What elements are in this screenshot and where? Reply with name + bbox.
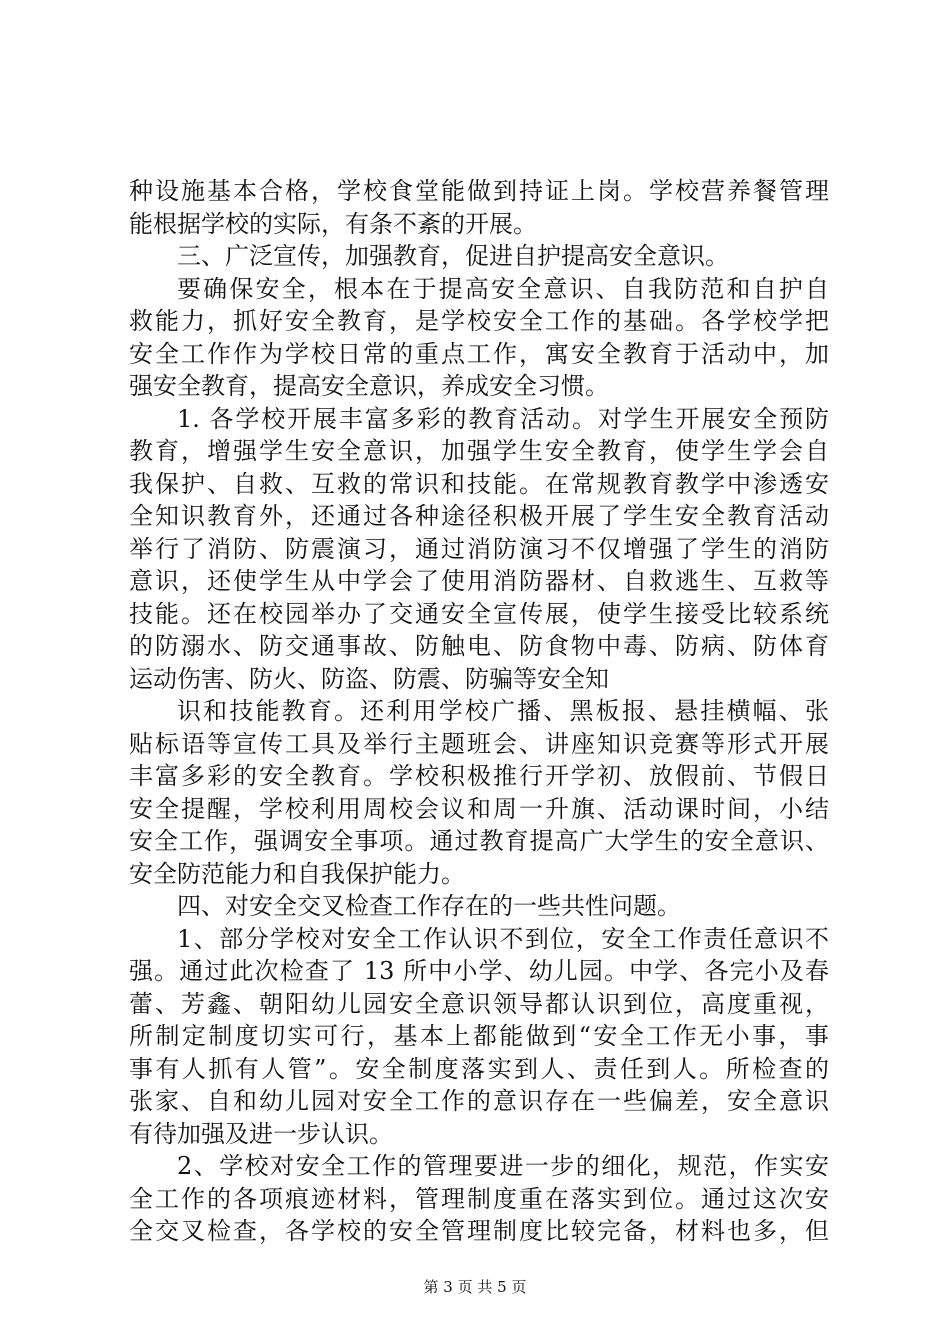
text-line: 丰富多彩的安全教育。学校积极推行开学初、放假前、节假日	[129, 762, 829, 790]
text-line: 张家、自和幼儿园对安全工作的意识存在一些偏差，安全意识	[129, 1087, 829, 1115]
document-body	[129, 175, 829, 1248]
text-line: 运动伤害、防火、防盗、防震、防骗等安全知	[129, 664, 609, 693]
text-line: 我保护、自救、互救的常识和技能。在常规教育教学中渗透安	[129, 469, 829, 498]
text-line: 三、广泛宣传，加强教育，促进自护提高安全意识。	[177, 242, 729, 270]
text-line: 安全工作，强调安全事项。通过教育提高广大学生的安全意识、	[129, 827, 829, 855]
text-line: 全知识教育外，还通过各种途径积极开展了学生安全教育活动	[129, 502, 829, 530]
text-line: 全交叉检查，各学校的安全管理制度比较完备，材料也多，但	[129, 1217, 829, 1245]
text-line: 能根据学校的实际，有条不紊的开展。	[129, 209, 537, 238]
text-line: 强安全教育，提高安全意识，养成安全习惯。	[129, 372, 609, 400]
text-line: 的防溺水、防交通事故、防触电、防食物中毒、防病、防体育	[129, 632, 829, 660]
text-line: 种设施基本合格，学校食堂能做到持证上岗。学校营养餐管理	[129, 177, 829, 205]
text-line: 教育，增强学生安全意识，加强学生安全教育，使学生学会自	[129, 437, 829, 465]
text-line: 蕾、芳鑫、朝阳幼儿园安全意识领导都认识到位，高度重视，	[129, 989, 829, 1018]
page-footer: 第 3 页 共 5 页	[423, 1278, 527, 1296]
text-line: 四、对安全交叉检查工作存在的一些共性问题。	[177, 892, 681, 920]
text-line: 安全防范能力和自我保护能力。	[129, 859, 465, 888]
text-line: 意识，还使学生从中学会了使用消防器材、自救逃生、互救等	[129, 567, 829, 595]
text-line: 识和技能教育。还利用学校广播、黑板报、悬挂横幅、张	[177, 697, 829, 725]
text-line: 事有人抓有人管”。安全制度落实到人、责任到人。所检查的	[129, 1054, 829, 1083]
text-line: 有待加强及进一步认识。	[129, 1119, 393, 1148]
text-line: 救能力，抓好安全教育，是学校安全工作的基础。各学校学把	[129, 307, 829, 335]
text-line: 安全提醒，学校利用周校会议和周一升旗、活动课时间，小结	[129, 794, 829, 823]
text-line: 技能。还在校园举办了交通安全宣传展，使学生接受比较系统	[129, 599, 829, 628]
text-line: 强。通过此次检查了 13 所中小学、幼儿园。中学、各完小及春	[129, 957, 829, 985]
text-line: 1. 各学校开展丰富多彩的教育活动。对学生开展安全预防	[177, 404, 829, 433]
text-line: 2、学校对安全工作的管理要进一步的细化，规范，作实安	[177, 1152, 829, 1180]
text-line: 全工作的各项痕迹材料，管理制度重在落实到位。通过这次安	[129, 1184, 829, 1213]
text-line: 1、部分学校对安全工作认识不到位，安全工作责任意识不	[177, 924, 829, 953]
text-line: 安全工作作为学校日常的重点工作，寓安全教育于活动中，加	[129, 339, 829, 368]
text-line: 举行了消防、防震演习，通过消防演习不仅增强了学生的消防	[129, 534, 829, 563]
text-line: 贴标语等宣传工具及举行主题班会、讲座知识竞赛等形式开展	[129, 729, 829, 758]
text-line: 所制定制度切实可行，基本上都能做到“安全工作无小事，事	[129, 1022, 829, 1050]
text-line: 要确保安全，根本在于提高安全意识、自我防范和自护自	[177, 274, 829, 303]
